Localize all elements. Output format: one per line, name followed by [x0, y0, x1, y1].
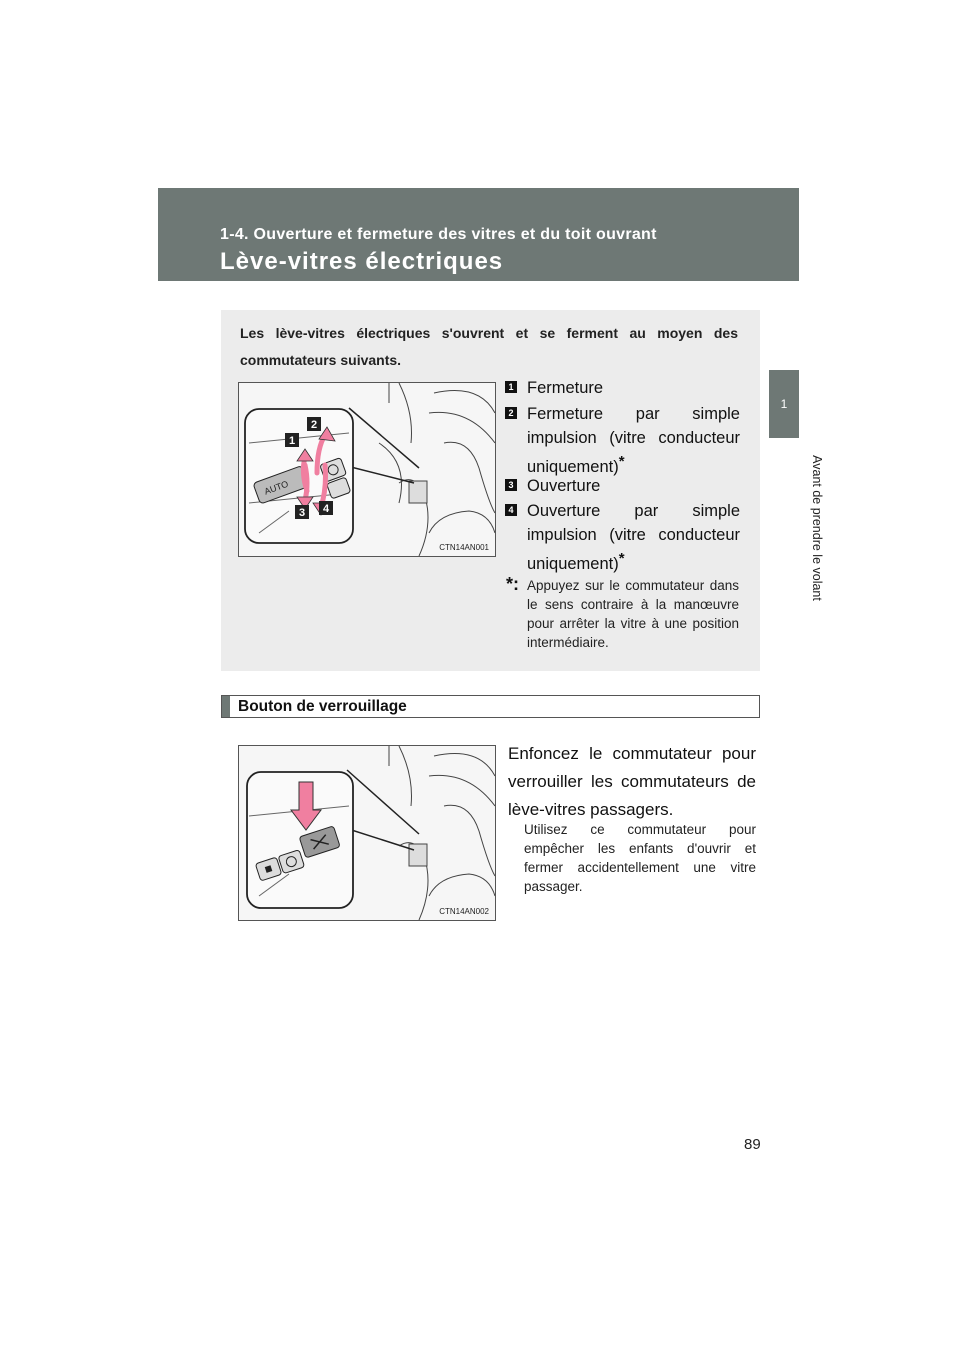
item-number: 4: [505, 504, 517, 516]
window-switch-drawing: [239, 383, 495, 556]
item-text: Fermeture: [527, 379, 604, 397]
footnote-mark: *:: [506, 574, 519, 594]
window-switch-illustration: [238, 382, 496, 557]
chapter-tab[interactable]: 1: [769, 370, 799, 438]
figure-code: CTN14AN001: [439, 543, 489, 552]
subsection-heading-bar: [222, 696, 230, 717]
footnote-star: *: [618, 453, 625, 470]
list-item: [505, 376, 740, 400]
list-item: [505, 499, 740, 576]
chapter-tab-label: Avant de prendre le volant: [810, 455, 824, 601]
item-text: Ouverture par simple impulsion (vitre conducteur uniquement): [527, 502, 740, 573]
lock-switch-drawing: [239, 746, 495, 920]
item-number: 3: [505, 479, 517, 491]
svg-text:2: 2: [311, 419, 318, 431]
figure-code: CTN14AN002: [439, 907, 489, 916]
item-number: 1: [505, 381, 517, 393]
footnote-star: *: [618, 550, 625, 567]
lock-note: Utilisez ce commutateur pour empêcher les enfants d'ouvrir et fermer accidentellement une vitre passager.: [524, 822, 756, 894]
auto-switch-label: AUTO: [262, 478, 290, 497]
page-number: 89: [744, 1136, 761, 1153]
svg-text:4: 4: [323, 503, 330, 515]
item-number: 2: [505, 407, 517, 419]
item-text: Fermeture par simple impulsion (vitre conducteur uniquement): [527, 405, 740, 476]
list-item: [505, 402, 740, 479]
subsection-heading: Bouton de verrouillage: [238, 698, 407, 715]
section-title: 1-4. Ouverture et fermeture des vitres et du toit ouvrant: [220, 226, 657, 243]
svg-text:3: 3: [299, 507, 306, 519]
lock-switch-illustration: [238, 745, 496, 921]
list-item: [505, 474, 740, 498]
footnote-text: Appuyez sur le commutateur dans le sens contraire à la manœuvre pour arrêter la vitre à une position intermédiaire.: [527, 578, 739, 650]
intro-text: Les lève-vitres électriques s'ouvrent et se ferment au moyen des commutateurs suivants.: [240, 325, 738, 368]
svg-text:1: 1: [289, 435, 296, 447]
item-text: Ouverture: [527, 477, 601, 495]
lock-description: Enfoncez le commutateur pour verrouiller les commutateurs de lève-vitres passagers.: [508, 744, 756, 819]
page-title: Lève-vitres électriques: [220, 248, 504, 275]
